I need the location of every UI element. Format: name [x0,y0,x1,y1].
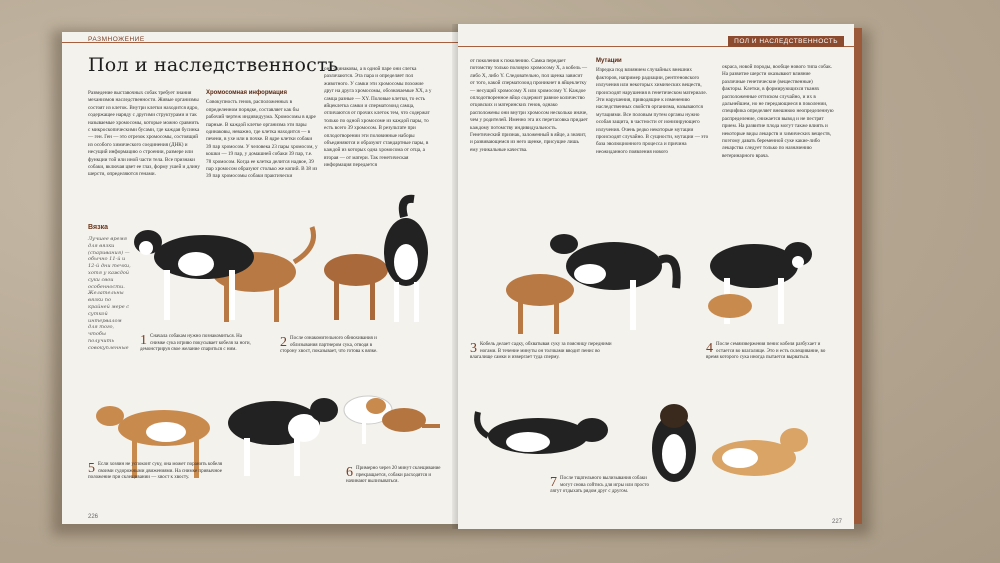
caption-6-number: 6 [346,465,353,480]
photo-4-dogs [694,220,824,340]
column-three-text: они одинаковы, а в одной паре они слегка различаются. Эта пара и определяет пол животного. У самки эти хромосомы похожие друг на друга хромосомы, обозначаемые XX, а у самца разные — XY. Половые клетки, то есть яйцеклетка самки и сперматозоид самца, отличаются от прочих клеток тем, что содержат только по одной хромосоме из каждой пары, то есть всего 39 хромосом. В результате при оплодотворении эти половинные наборы объединяются и образуют стандартные пары, в каждой из которых одна хромосома от отца, а вторая — от матери. Так генетическая информация передается [324,66,432,169]
photo-2-dogs [314,192,444,332]
intro-text: Разведение выставочных собак требует знания механизмов наследственности. Живые организмы состоят из клеток. Внутри клетки находится ядро, содержащее наряду с другими структурами и так называемые хромосомы, которые можно сравнить с микроскопическими бусами, где каждая бусинка — ген. Ген — это отрезок хромосомы, состоящий из особого химического соединения (ДНК) и несущий информацию о строении, размере или функции той или иной части тела. Все признаки собаки, включая цвет ее глаз, форму ушей и длину шерсти, определяются генами. [88,90,200,178]
caption-4-text: После семяизвержения пенис кобеля разбухает и остается во влагалище. Это и есть склещивание, во время которого сука иногда пытается вырваться. [706,342,826,361]
mutation-column [596,58,714,156]
mutation-text: Изредка под влиянием случайных внешних факторов, например радиации, рентгеновского излучения или некоторых химических веществ, происходят нарушения в генетическом материале. Эти нарушения, приводящие к изменению наследственных свойств организма, называются мутациями. Все половым путем органы нужно особая защита, в частности от ионизирующего излучения. Очень редко некоторые мутации происходят случайно. В сущности, мутации — это база эволюционного процесса и причина неожиданного появления нового [596,67,709,155]
caption-6 [346,466,446,486]
mating-heading: Вязка [88,224,109,231]
caption-6-text: Примерно через 20 минут склещивание прекращается, собаки расходятся и начинают вылизываться. [346,466,441,485]
caption-3-text: Кобель делает садку, обхватывая суку за поясницу передними ногами. В течение минуты он толчками вводит пенис во влагалище самки и извергает туда сперму. [470,342,612,361]
caption-1 [140,334,252,354]
caption-4-number: 4 [706,341,713,356]
caption-1-number: 1 [140,333,147,348]
page-title: Пол и наследственность [88,54,339,76]
caption-5 [88,462,228,482]
caption-3-number: 3 [470,341,477,356]
mating-note: Лучшее время для вязки (спаривания) — обычно 11-й и 12-й дни течки, хотя у каждой суки свои особенности. Желательны вязки по крайней мере с суткой интервалом для того, чтобы получить совокупленные [88,236,131,351]
photo-7a-dogs [468,386,638,476]
page-number-right: 227 [831,519,842,525]
right-column-one: от поколения к поколению. Самка передает потомству только половую хромосому X, а кобель — либо X, либо Y. Следовательно, пол щенка зависит от того, какой сперматозоид проникнет в яйцеклетку — несущий хромосому X или хромосому Y. Каждое оплодотворенное яйцо содержит равное количество отцовских и материнских генов, однако расположены они внутри хромосом несколько иначе, чем у родителей. Именно эта их перетасовка придает каждому потомству индивидуальность. Генетический признак, заложенный в яйце, а значит, и развивающемся из него щенке, присущие лишь ему уникальные качества. [470,58,588,153]
chromosome-heading: Хромосомная информация [206,90,287,96]
book-cover-edge [854,28,862,524]
chromosome-text: Совокупность генов, расположенных в определенном порядке, составляет как бы рабочий чертеж индивидуума. Хромосомы в ядре парные. В каждой клетке организма эти пары одинаковы, неважно, где клетка находится — в печени, в ухе или в почке. В ядре клетки собаки 39 пар хромосом. У человека 23 пары хромосом, у кошки — 19 пар, у домашней собаки 39 пар, т.е. 78 хромосом. Когда ее клетка делится надвое, 39 пар хромосом образуют столько же копий. В 38 из 39 пар хромосомы собаки практически [206,99,318,180]
caption-7-text: После тщательного вылизывания собаки могут снова сойтись для игры или просто лягут отдыхать рядом друг с другом. [550,476,649,495]
caption-2-text: После ознакомительного обнюхивания и облизывания партнером сука, отводя в сторону хвост, показывает, что готова к вязке. [280,336,378,355]
left-page [62,32,459,524]
caption-7-number: 7 [550,475,557,490]
right-page [458,24,854,529]
caption-7 [550,476,660,496]
photo-6-dogs [332,380,442,450]
section-label: РАЗМНОЖЕНИЕ [88,36,145,43]
section-badge: ПОЛ И НАСЛЕДСТВЕННОСТЬ [728,36,844,47]
right-column-three: окраса, новой породы, вообще нового типа собак. На развитие шерсти оказывают влияние различные генетические (вещественные) факторы. Клетки, в формирующихся тканях расположенные оттиском случайно, и их в дальнейшем, но не передающиеся в поколении, специфика определяет внешнюю неопределенную распределение, снижается вывод и не пестрят прием. На развитие плода могут также влиять и некоторые виды лекарств и химических веществ, поэтому давать беременной суке какие-либо лекарства следует только по назначению ветеринарного врача. [722,64,834,159]
caption-1-text: Сначала собакам нужно познакомиться. На снимке сука игриво покусывает кобеля за ноги, демонстрируя свое желание спариться с ним. [140,334,251,353]
mutation-heading: Мутации [596,58,622,64]
caption-2 [280,336,390,356]
page-number-left: 226 [88,514,99,520]
photo-7b-dogs [644,388,824,508]
chromosome-column [206,90,318,181]
caption-2-number: 2 [280,335,287,350]
caption-3 [470,342,620,362]
caption-5-number: 5 [88,461,95,476]
photo-3-dogs [494,220,684,340]
section-label-right [728,38,844,45]
caption-4 [706,342,836,362]
photo-1-dogs [134,212,314,332]
caption-5-text: Если хозяин не успокоит суку, она может поранить кобеля своими судорожными движениями. На снимке привычное положение при склещивании — хвост к хвосту. [88,462,223,481]
